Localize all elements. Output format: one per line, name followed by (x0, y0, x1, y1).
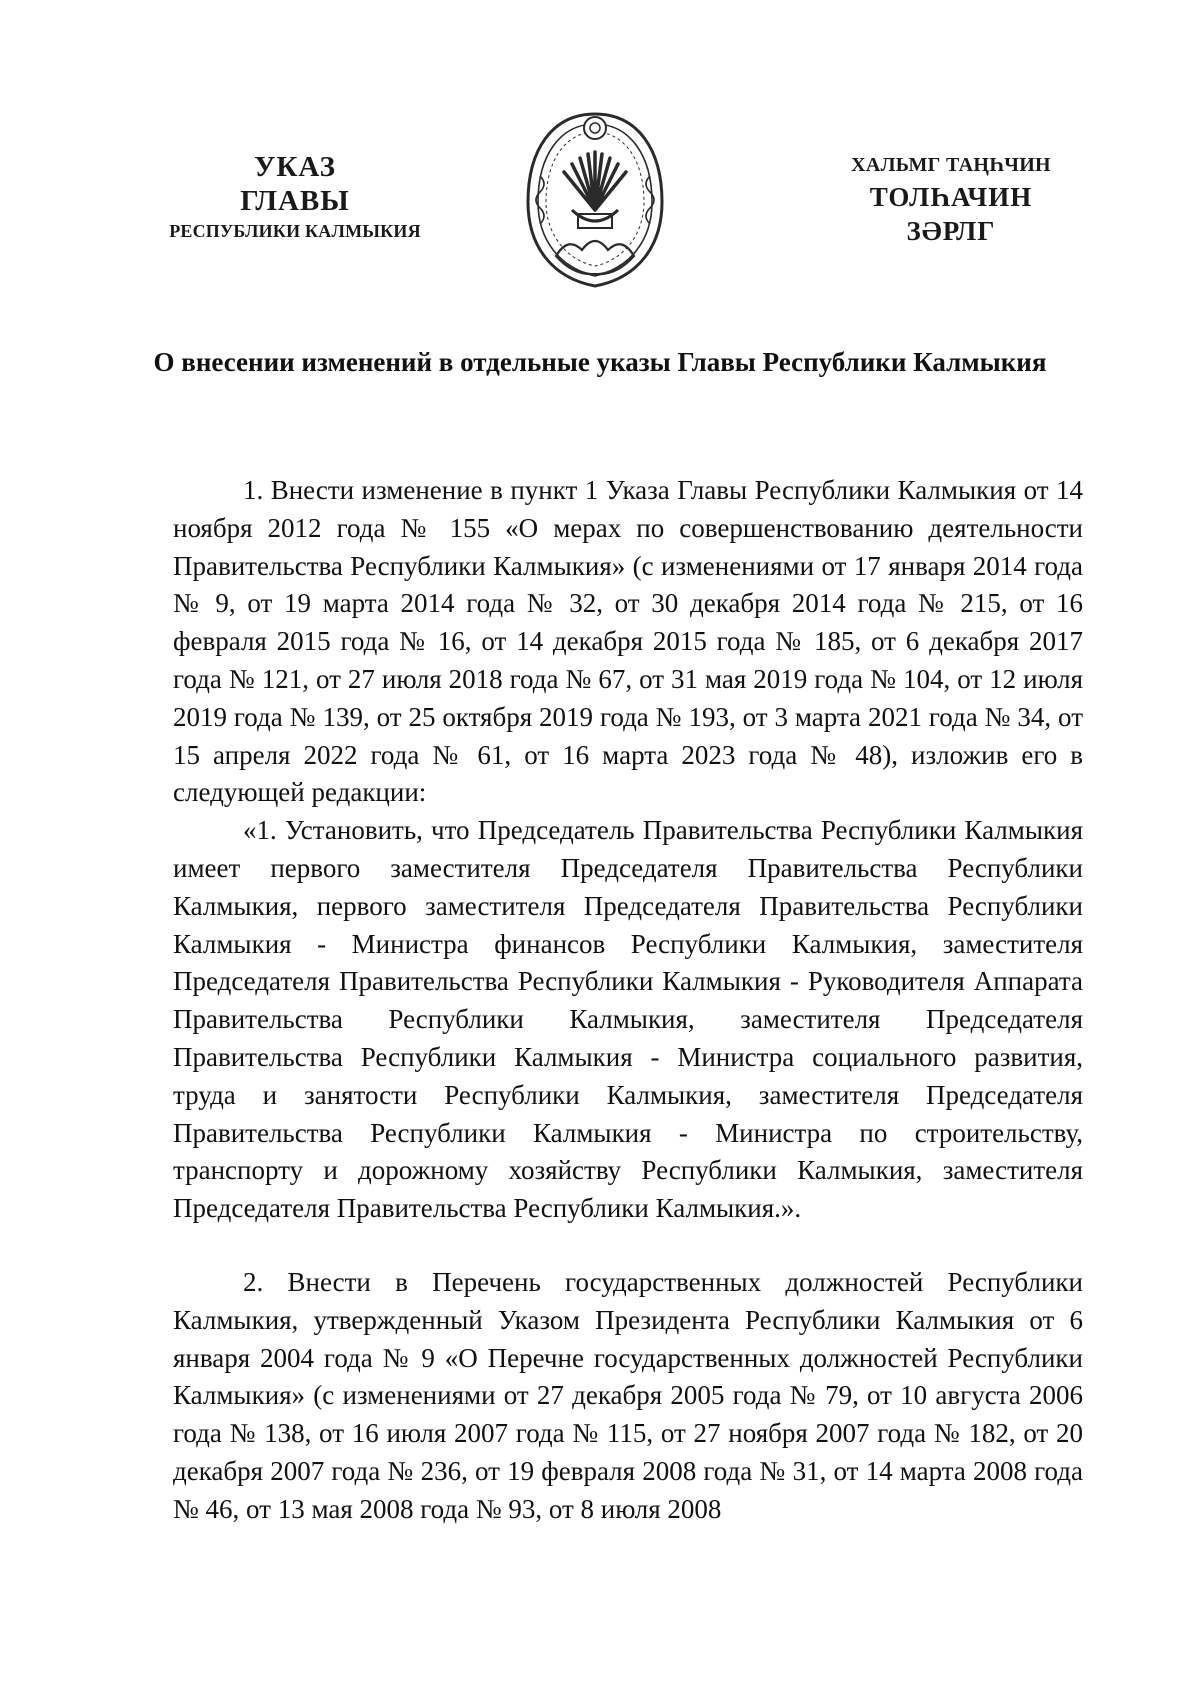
header-left-block (160, 150, 430, 244)
header-left-line-1: УКАЗ (254, 151, 336, 183)
paragraph-gap (173, 1228, 1083, 1264)
document-title: О внесении изменений в отдельные указы Главы Республики Калмыкия (153, 347, 1047, 377)
header-left-line-3: РЕСПУБЛИКИ КАЛМЫКИЯ (169, 221, 421, 241)
paragraph-1: 1. Внести изменение в пункт 1 Указа Главы Республики Калмыкия от 14 ноября 2012 года № 155 «О мерах по совершенствованию деятельности Правительства Республики Калмыкия» (с изменениями от 17 января 2014 года № 9, от 19 марта 2014 года № 32, от 30 декабря 2014 года № 215, от 16 февраля 2015 года № 16, от 14 декабря 2015 года № 185, от 6 декабря 2017 года № 121, от 27 июля 2018 года № 67, от 31 мая 2019 года № 104, от 12 июля 2019 года № 139, от 25 октября 2019 года № 193, от 3 марта 2021 года № 34, от 15 апреля 2022 года № 61, от 16 марта 2023 года № 48), изложив его в следующей редакции: (173, 475, 1083, 808)
header-right-line-1: ХАЛЬМГ ТАҢҺЧИН (851, 154, 1051, 176)
paragraph-2: 2. Внести в Перечень государственных должностей Республики Калмыкия, утвержденный Указом Президента Республики Калмыкия от 6 января 2004 года № 9 «О Перечне государственных должностей Республики Калмыкия» (с изменениями от 27 декабря 2005 года № 79, от 10 августа 2006 года № 138, от 16 июля 2007 года № 115, от 27 ноября 2007 года № 182, от 20 декабря 2007 года № 236, от 19 февраля 2008 года № 31, от 14 марта 2008 года № 46, от 13 мая 2008 года № 93, от 8 июля 2008 (173, 1266, 1083, 1524)
document-body (173, 472, 1083, 1529)
paragraph-1-quote: «1. Установить, что Председатель Правительства Республики Калмыкия имеет первого заместителя Председателя Правительства Республики Калмыкия, первого заместителя Председателя Правительства Республики Калмыкия - Министра финансов Республики Калмыкия, заместителя Председателя Правительства Республики Калмыкия - Руководителя Аппарата Правительства Республики Калмыкия, заместителя Председателя Правительства Республики Калмыкия - Министра социального развития, труда и занятости Республики Калмыкия, заместителя Председателя Правительства Республики Калмыкия - Министра по строительству, транспорту и дорожному хозяйству Республики Калмыкия, заместителя Председателя Правительства Республики Калмыкия.». (173, 815, 1083, 1224)
header-right-line-2: ТОЛҺАЧИН (869, 182, 1033, 212)
header-right-block (826, 150, 1076, 248)
header-left-line-2: ГЛАВЫ (240, 185, 350, 217)
header-right-line-3: ЗӘРЛГ (906, 216, 996, 246)
coat-of-arms-icon (520, 106, 670, 302)
